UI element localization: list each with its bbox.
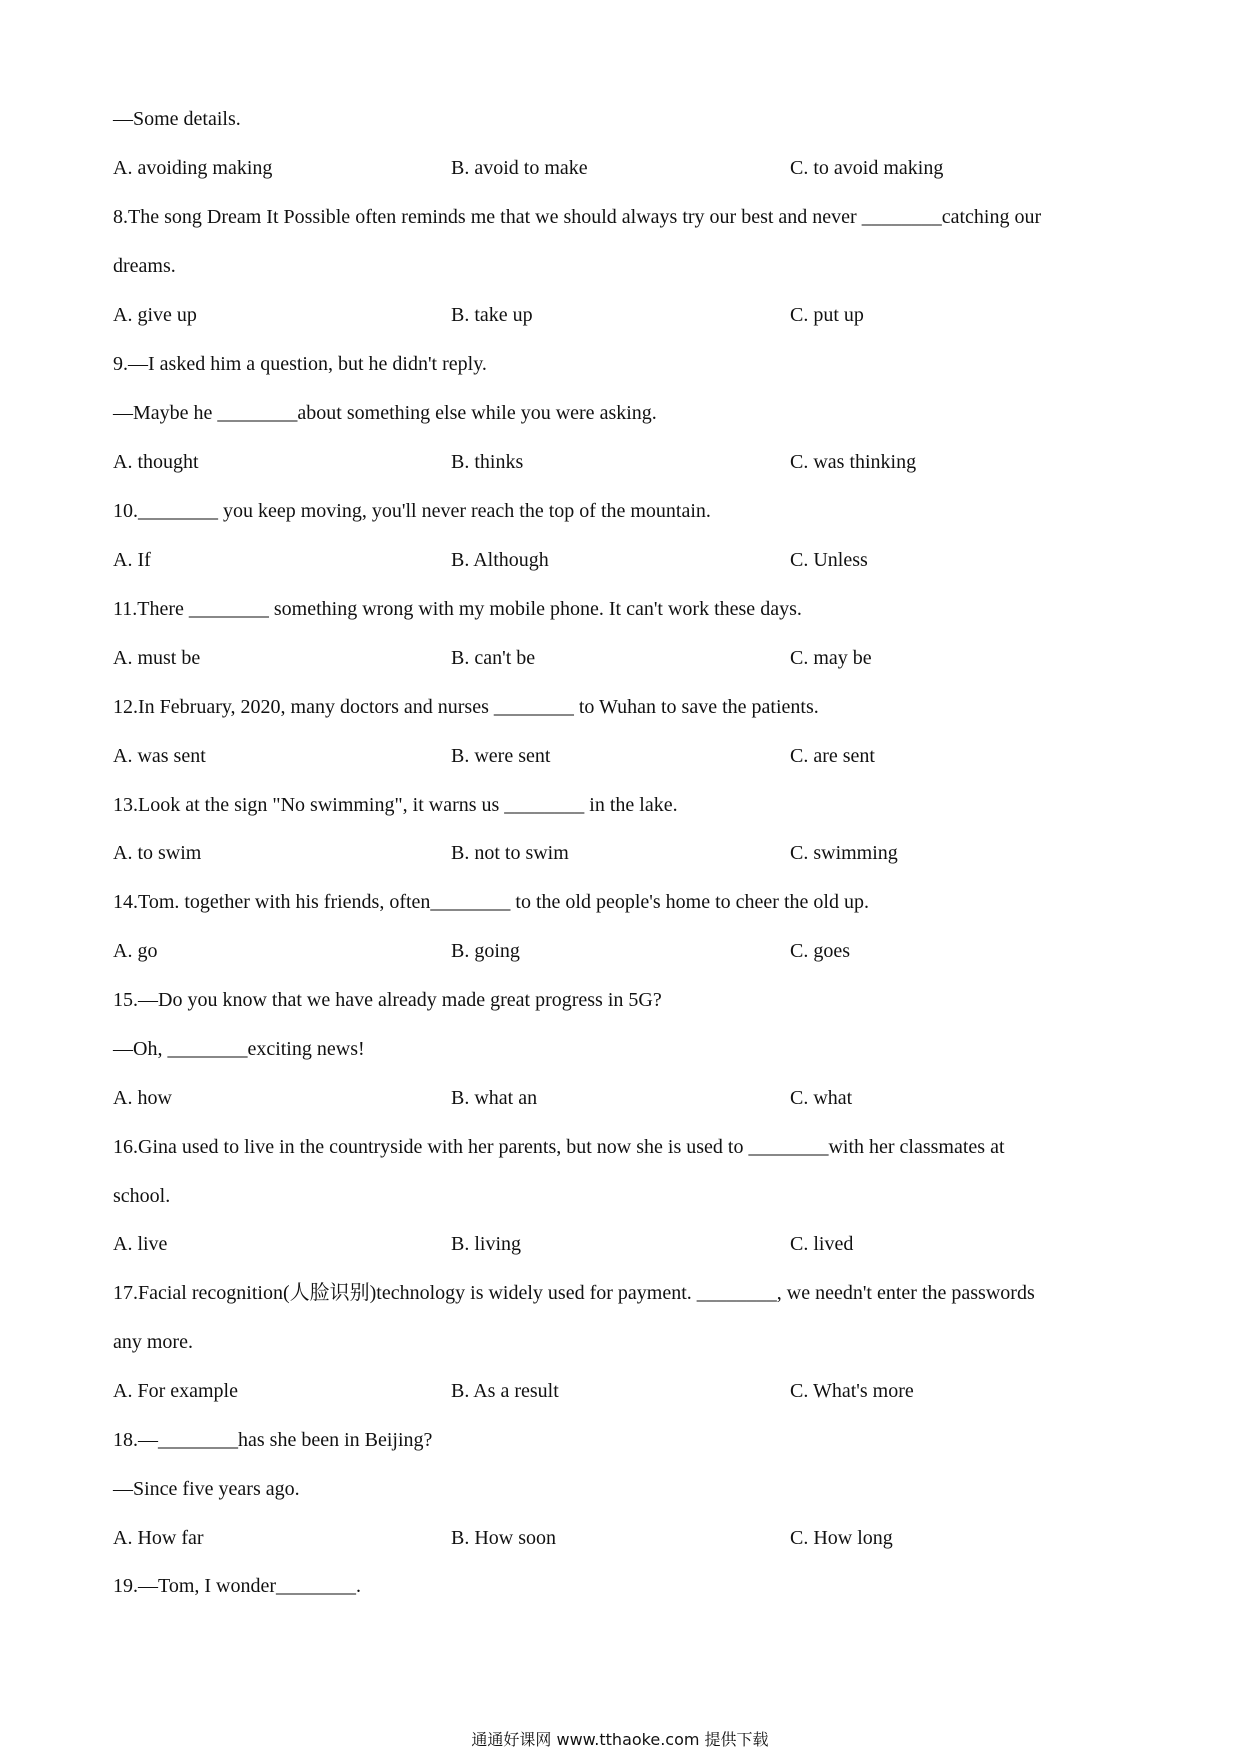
question-14-option-c: C. goes [790, 940, 850, 962]
question-19-stem: 19.—Tom, I wonder________. [113, 1575, 362, 1597]
question-16-stem-cont: school. [113, 1185, 171, 1207]
question-16-option-a: A. live [113, 1233, 168, 1255]
question-7-option-a: A. avoiding making [113, 157, 273, 179]
question-13-option-c: C. swimming [790, 842, 898, 864]
question-7-option-b: B. avoid to make [451, 157, 588, 179]
question-10-option-c: C. Unless [790, 549, 868, 571]
question-15-option-b: B. what an [451, 1087, 538, 1109]
question-12-option-c: C. are sent [790, 745, 875, 767]
question-8-option-a: A. give up [113, 304, 197, 326]
question-18-stem: 18.—________has she been in Beijing? [113, 1429, 433, 1451]
question-8-option-c: C. put up [790, 304, 864, 326]
question-8-option-b: B. take up [451, 304, 533, 326]
question-18-option-a: A. How far [113, 1527, 204, 1549]
question-15-stem: 15.—Do you know that we have already made great progress in 5G? [113, 989, 662, 1011]
question-15-option-c: C. what [790, 1087, 853, 1109]
question-17-option-a: A. For example [113, 1380, 238, 1402]
question-11-option-a: A. must be [113, 647, 201, 669]
question-11-stem: 11.There ________ something wrong with my mobile phone. It can't work these days. [113, 598, 802, 620]
question-15-reply: —Oh, ________exciting news! [113, 1038, 365, 1060]
question-12-option-b: B. were sent [451, 745, 551, 767]
question-10-stem: 10.________ you keep moving, you'll never reach the top of the mountain. [113, 500, 711, 522]
question-17-option-b: B. As a result [451, 1380, 559, 1402]
question-15-option-a: A. how [113, 1087, 172, 1109]
question-9-option-b: B. thinks [451, 451, 524, 473]
question-16-option-b: B. living [451, 1233, 522, 1255]
question-16-option-c: C. lived [790, 1233, 854, 1255]
question-14-option-b: B. going [451, 940, 520, 962]
question-16-stem: 16.Gina used to live in the countryside with her parents, but now she is used to ________with her classmates at [113, 1136, 1005, 1158]
question-14-stem: 14.Tom. together with his friends, often________ to the old people's home to cheer the old up. [113, 891, 869, 913]
question-17-stem: 17.Facial recognition(人脸识别)technology is widely used for payment. ________, we needn't enter the passwords [113, 1282, 1035, 1304]
question-12-option-a: A. was sent [113, 745, 206, 767]
question-10-option-b: B. Although [451, 549, 549, 571]
question-17-option-c: C. What's more [790, 1380, 914, 1402]
question-10-option-a: A. If [113, 549, 151, 571]
question-18-reply: —Since five years ago. [113, 1478, 300, 1500]
question-7-option-c: C. to avoid making [790, 157, 944, 179]
question-13-stem: 13.Look at the sign "No swimming", it warns us ________ in the lake. [113, 794, 678, 816]
question-9-option-a: A. thought [113, 451, 199, 473]
question-8-stem: 8.The song Dream It Possible often reminds me that we should always try our best and never ________catching our [113, 206, 1042, 228]
question-11-option-b: B. can't be [451, 647, 536, 669]
question-12-stem: 12.In February, 2020, many doctors and nurses ________ to Wuhan to save the patients. [113, 696, 819, 718]
question-14-option-a: A. go [113, 940, 158, 962]
question-13-option-a: A. to swim [113, 842, 202, 864]
question-11-option-c: C. may be [790, 647, 872, 669]
footer-watermark-text: 通通好课网 www.tthaoke.com 提供下载 [471, 1730, 769, 1749]
question-18-option-b: B. How soon [451, 1527, 557, 1549]
question-9-option-c: C. was thinking [790, 451, 917, 473]
question-9-reply: —Maybe he ________about something else while you were asking. [113, 402, 657, 424]
question-8-stem-cont: dreams. [113, 255, 176, 277]
question-9-stem: 9.—I asked him a question, but he didn't reply. [113, 353, 487, 375]
question-13-option-b: B. not to swim [451, 842, 569, 864]
question-18-option-c: C. How long [790, 1527, 893, 1549]
question-7-answer-line: —Some details. [113, 108, 241, 130]
question-17-stem-cont: any more. [113, 1331, 193, 1353]
